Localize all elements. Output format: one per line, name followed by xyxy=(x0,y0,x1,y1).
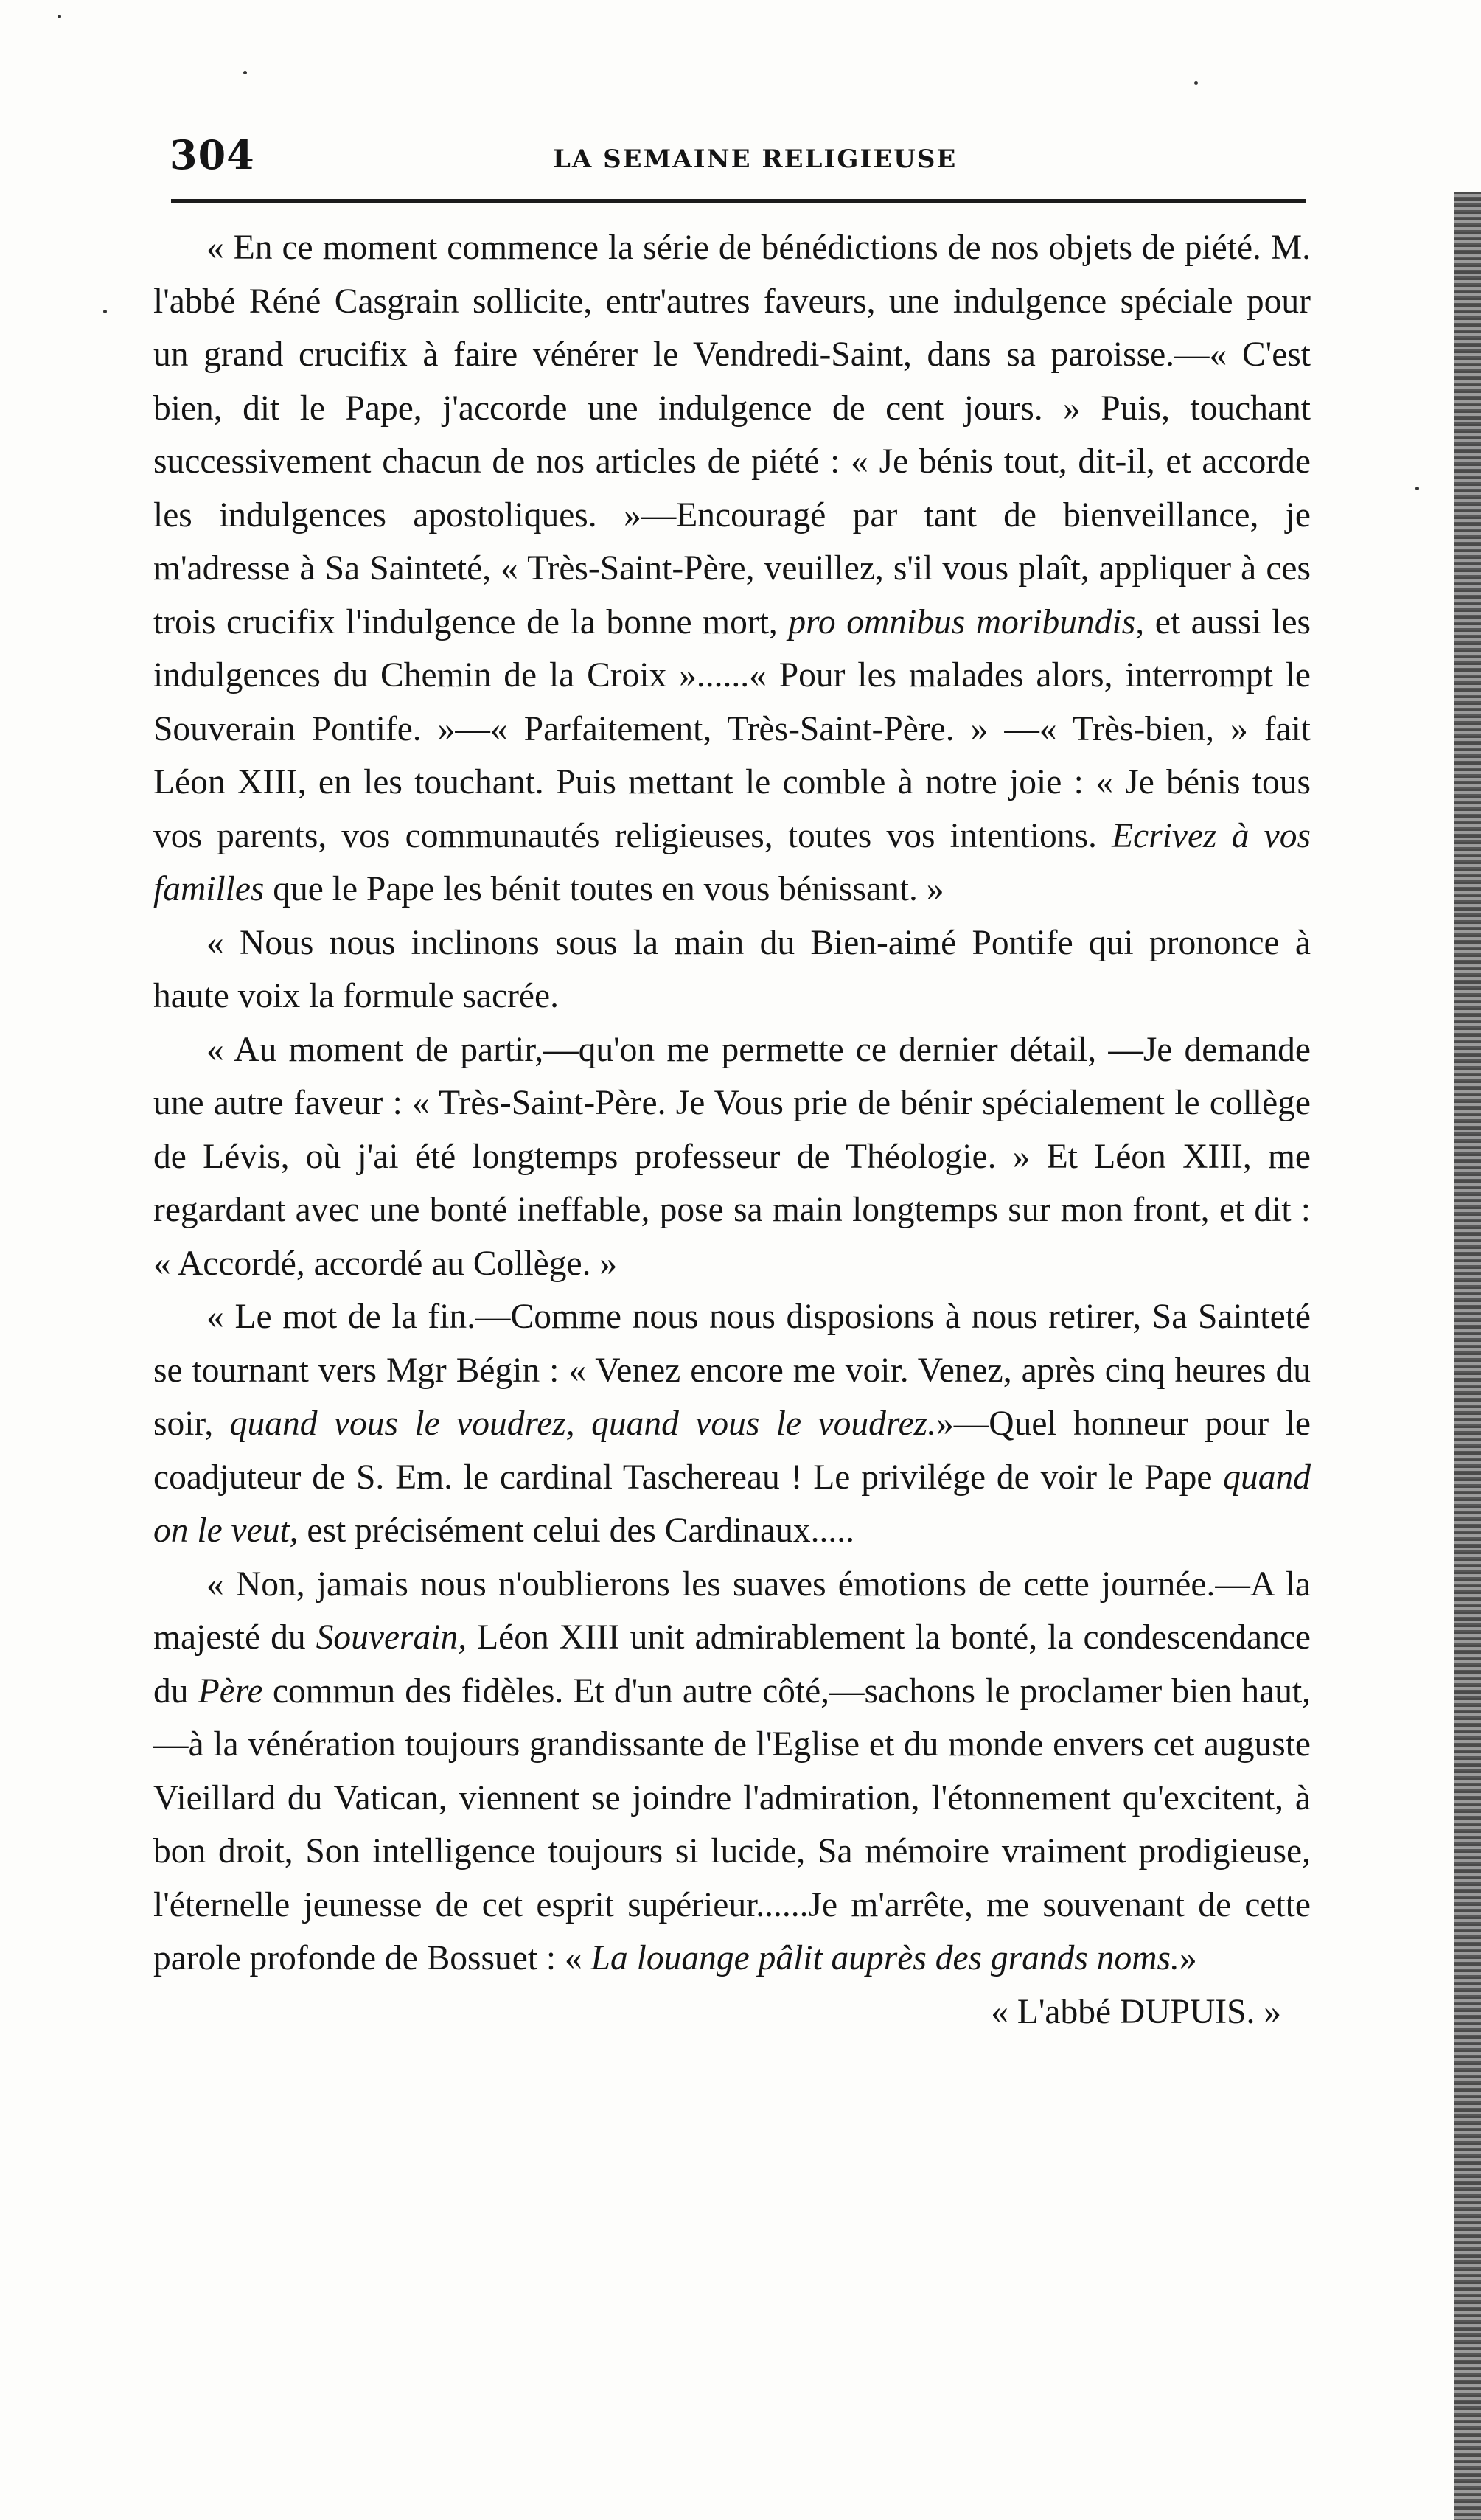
page-number: 304 xyxy=(170,131,255,178)
body-text xyxy=(153,221,1311,2039)
page-edge-shadow xyxy=(1454,192,1481,2520)
running-title: LA SEMAINE RELIGIEUSE xyxy=(553,145,958,174)
header-rule xyxy=(171,199,1306,203)
text-run: que le Pape les bénit toutes en vous bénissant. » xyxy=(273,870,944,908)
page-header xyxy=(170,131,1305,183)
scan-speck xyxy=(1194,81,1198,85)
text-run: « Au moment de partir,—qu'on me permette ce dernier détail, —Je demande une autre faveur : « Très-Saint-Père. Je Vous prie de bénir spécialement le collège de Lévis, où j'ai été longtemps professeur de Théologie. » Et Léon XIII, me regardant avec une bonté ineffable, pose sa main longtemps sur mon front, et dit : « Accordé, accordé au Collège. » xyxy=(153,1030,1311,1283)
text-run: »—Quel honneur pour le coadjuteur de S. Em. le cardinal Taschereau ! Le privilége de voir le Pape xyxy=(153,1405,1311,1497)
paragraph-departure xyxy=(153,1023,1311,1291)
scan-speck xyxy=(103,310,107,313)
paragraph-emotions xyxy=(153,1558,1311,1985)
italic-run: quand vous le voudrez, quand vous le voudrez. xyxy=(229,1405,937,1443)
scan-speck xyxy=(58,15,61,18)
paragraph-final-word xyxy=(153,1290,1311,1558)
italic-run: Ecrivez à vos familles xyxy=(153,816,1311,908)
text-run: commun des fidèles. Et d'un autre côté,—sachons le proclamer bien haut,—à la vénération toujours grandissante de l'Eglise et du monde envers cet auguste Vieillard du Vatican, viennent se joindre l'admiration, l'étonnement qu'excitent, à bon droit, Son intelligence toujours si lucide, Sa mémoire vraiment prodigieuse, l'éternelle jeunesse de cet esprit supérieur......Je m'arrête, me souvenant de cette parole profonde de Bossuet : « xyxy=(153,1671,1311,1977)
text-run: « Non, jamais nous n'oublierons les suaves émotions de cette journée.—A la majesté du xyxy=(153,1564,1311,1657)
text-run: Léon XIII unit admirablement la bonté, la condescendance du xyxy=(153,1618,1311,1710)
italic-run: Souverain, xyxy=(316,1618,467,1657)
italic-run: quand on le veut, xyxy=(153,1458,1311,1550)
text-run: est précisément celui des Cardinaux..... xyxy=(307,1511,855,1550)
italic-run: La louange pâlit auprès des grands noms. xyxy=(590,1939,1179,1977)
text-run: « Le mot de la fin.—Comme nous nous disposions à nous retirer, Sa Sainteté se tournant vers Mgr Bégin : « Venez encore me voir. Venez, après cinq heures du soir, xyxy=(153,1298,1311,1443)
italic-run: Père xyxy=(198,1671,263,1710)
italic-run: pro omnibus moribundis, xyxy=(788,602,1145,641)
text-run: » xyxy=(1179,1939,1197,1977)
paragraph-bowing xyxy=(153,916,1311,1023)
text-run: « En ce moment commence la série de bénédictions de nos objets de piété. M. l'abbé Réné Casgrain sollicite, entr'autres faveurs, une indulgence spéciale pour un grand crucifix à faire vénérer le Vendredi-Saint, dans sa paroisse.—« C'est bien, dit le Pape, j'accorde une indulgence de cent jours. » Puis, touchant successivement chacun de nos articles de piété : « Je bénis tout, dit-il, et accorde les indulgences apostoliques. »—Encouragé par tant de bienveillance, je m'adresse à Sa Sainteté, « Très-Saint-Père, veuillez, s'il vous plaît, appliquer à ces trois crucifix l'indulgence de la bonne mort, xyxy=(153,229,1311,641)
scan-speck xyxy=(243,71,247,74)
text-run: et aussi les indulgences du Chemin de la Croix »......« Pour les malades alors, interrompt le Souverain Pontife. »—« Parfaitement, Très-Saint-Père. » —« Très-bien, » fait Léon XIII, en les touchant. Puis mettant le comble à notre joie : « Je bénis tous vos parents, vos communautés religieuses, toutes vos intentions. xyxy=(153,602,1311,855)
text-run: « Nous nous inclinons sous la main du Bien-aimé Pontife qui prononce à haute voix la formule sacrée. xyxy=(153,923,1311,1015)
scan-speck xyxy=(1415,487,1419,490)
paragraph-blessing xyxy=(153,221,1311,916)
author-signature: « L'abbé DUPUIS. » xyxy=(991,1992,1281,2031)
